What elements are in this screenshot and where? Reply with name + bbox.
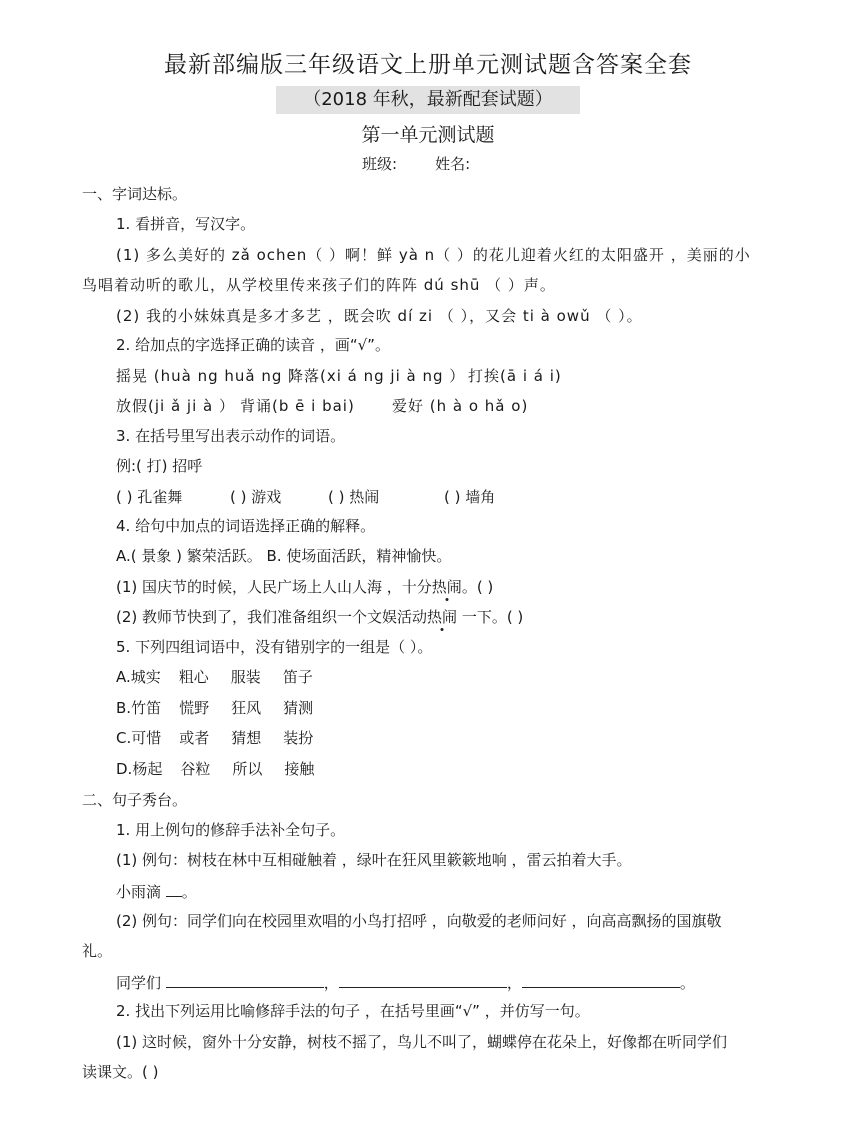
q4-s2-dotted-word: 热闹 — [427, 608, 458, 626]
s2-q2-line2: 读课文。( ) — [82, 1063, 159, 1081]
q1-line3: (2) 我的小妹妹真是多才多艺 ，既会吹 dí zi （ ），又会 ti à owǔ （ ）。 — [116, 307, 643, 325]
q2-row2-a: 放假(ji ǎ ji à ） — [116, 397, 235, 415]
student-info-line — [362, 153, 508, 174]
name-label: 姓名: — [435, 155, 471, 173]
q4-options: A.( 景象 ) 繁荣活跃。 B. 使场面活跃，精神愉快。 — [116, 547, 452, 565]
q5-option-letter: D. — [116, 760, 133, 778]
q5-word: 狂风 — [231, 699, 262, 717]
q4-s2-post: 一下。( ) — [457, 608, 524, 626]
period-end: 。 — [679, 974, 695, 992]
s2-q2-title: 2. 找出下列运用比喻修辞手法的句子 ，在括号里画“√” ，并仿写一句。 — [116, 1002, 590, 1020]
comma-separator: ， — [506, 974, 522, 992]
q5-word: 所以 — [232, 760, 263, 778]
q5-word: 可惜 — [131, 729, 162, 747]
s2-q1-line4: 礼。 — [82, 942, 113, 960]
q2-row2-c: 爱好 (h à o hǎ o) — [392, 397, 529, 415]
q4-sentence-2 — [116, 607, 523, 627]
section1-heading: 一、字词达标。 — [82, 185, 188, 203]
q1-line1: (1) 多么美好的 zǎ ochen（ ）啊！鲜 yà n（ ）的花儿迎着火红的太阳盛开 ，美丽的小 — [116, 246, 751, 264]
q3-item-4: ( ) 墙角 — [444, 488, 496, 506]
q4-s2-pre: (2) 教师节快到了，我们准备组织一个文娱活动 — [116, 608, 428, 626]
s2-q1-title: 1. 用上例句的修辞手法补全句子。 — [116, 821, 346, 839]
q2-row2-b: 背诵(b ē i bai) — [240, 397, 355, 415]
q1-title: 1. 看拼音，写汉字。 — [116, 215, 256, 233]
s2-q1-line5 — [116, 971, 695, 993]
q5-option-b — [116, 698, 313, 718]
q5-word: 粗心 — [178, 668, 209, 686]
q3-item-3: ( ) 热闹 — [328, 488, 380, 506]
s2-q2-line1: (1) 这时候，窗外十分安静，树枝不摇了，鸟儿不叫了，蝴蝶停在花朵上，好像都在听同学们 — [116, 1033, 728, 1051]
q2-row1-b: 降落(xi á ng ji à ng ） — [288, 367, 466, 385]
s2-q1-line3: (2) 例句：同学们向在校园里欢唱的小鸟打招呼 ，向敬爱的老师问好 ，向高高飘扬的国旗敬 — [116, 912, 722, 930]
q5-option-letter: B. — [116, 699, 132, 717]
q5-option-d — [116, 759, 314, 779]
q4-s1-post: 。( ) — [461, 578, 494, 596]
q4-s1-pre: (1) 国庆节的时候，人民广场上人山人海 ，十分 — [116, 578, 432, 596]
q4-title: 4. 给句中加点的词语选择正确的解释。 — [116, 517, 376, 535]
q5-word: 猜想 — [231, 729, 262, 747]
q5-word: 杨起 — [132, 760, 163, 778]
q5-word: 或者 — [179, 729, 210, 747]
unit-title: 第一单元测试题 — [361, 124, 495, 146]
q2-row1-c-prefix: 打 — [468, 367, 485, 385]
q5-word: 猜测 — [283, 699, 314, 717]
q3-item-2: ( ) 游戏 — [230, 488, 282, 506]
q5-option-a — [116, 667, 313, 687]
s2-q1-line2-end: 。 — [181, 883, 197, 901]
section2-heading: 二、句子秀台。 — [82, 791, 188, 809]
q5-word: 服装 — [230, 668, 261, 686]
q3-item-1: ( ) 孔雀舞 — [116, 488, 183, 506]
answer-blank-2[interactable] — [339, 971, 507, 988]
answer-blank-3[interactable] — [522, 971, 680, 988]
q3-title: 3. 在括号里写出表示动作的词语。 — [116, 427, 346, 445]
q4-sentence-1 — [116, 577, 493, 597]
q3-example: 例:( 打) 招呼 — [116, 457, 203, 475]
q5-option-letter: A. — [116, 668, 131, 686]
s2-q1-line2 — [116, 880, 197, 902]
comma-separator: ， — [323, 974, 339, 992]
answer-blank-1[interactable] — [166, 971, 324, 988]
q2-row1-c-reading: 挨(ā i á i) — [484, 367, 562, 385]
q5-word: 竹笛 — [131, 699, 162, 717]
class-label: 班级: — [362, 155, 398, 173]
q5-word: 谷粒 — [180, 760, 211, 778]
q5-option-c — [116, 728, 313, 748]
q5-word: 城实 — [130, 668, 161, 686]
q5-option-letter: C. — [116, 729, 132, 747]
q1-line2: 鸟唱着动听的歌儿，从学校里传来孩子们的阵阵 dú shū （ ）声。 — [82, 276, 556, 294]
s2-q1-line1: (1) 例句：树枝在林中互相碰触着 ，绿叶在狂风里簌簌地响 ，雷云拍着大手。 — [116, 851, 632, 869]
s2-q1-line5-label: 同学们 — [116, 974, 162, 992]
q5-word: 笛子 — [282, 668, 313, 686]
q5-word: 装扮 — [283, 729, 314, 747]
q5-title: 5. 下列四组词语中，没有错别字的一组是（ ）。 — [116, 638, 433, 656]
answer-blank[interactable] — [166, 880, 182, 897]
q5-word: 接触 — [284, 760, 315, 778]
document-title: 最新部编版三年级语文上册单元测试题含答案全套 — [164, 52, 692, 78]
q5-word: 慌野 — [179, 699, 210, 717]
q2-row1-c — [468, 366, 562, 386]
q4-s1-dotted-word: 热闹 — [431, 578, 462, 596]
q2-row1-a: 摇晃 (huà ng huǎ ng ） — [116, 367, 305, 385]
q2-title: 2. 给加点的字选择正确的读音 ，画“√”。 — [116, 336, 390, 354]
subtitle-badge: （2018 年秋，最新配套试题） — [276, 86, 580, 114]
s2-q1-line2-label: 小雨滴 — [116, 883, 162, 901]
